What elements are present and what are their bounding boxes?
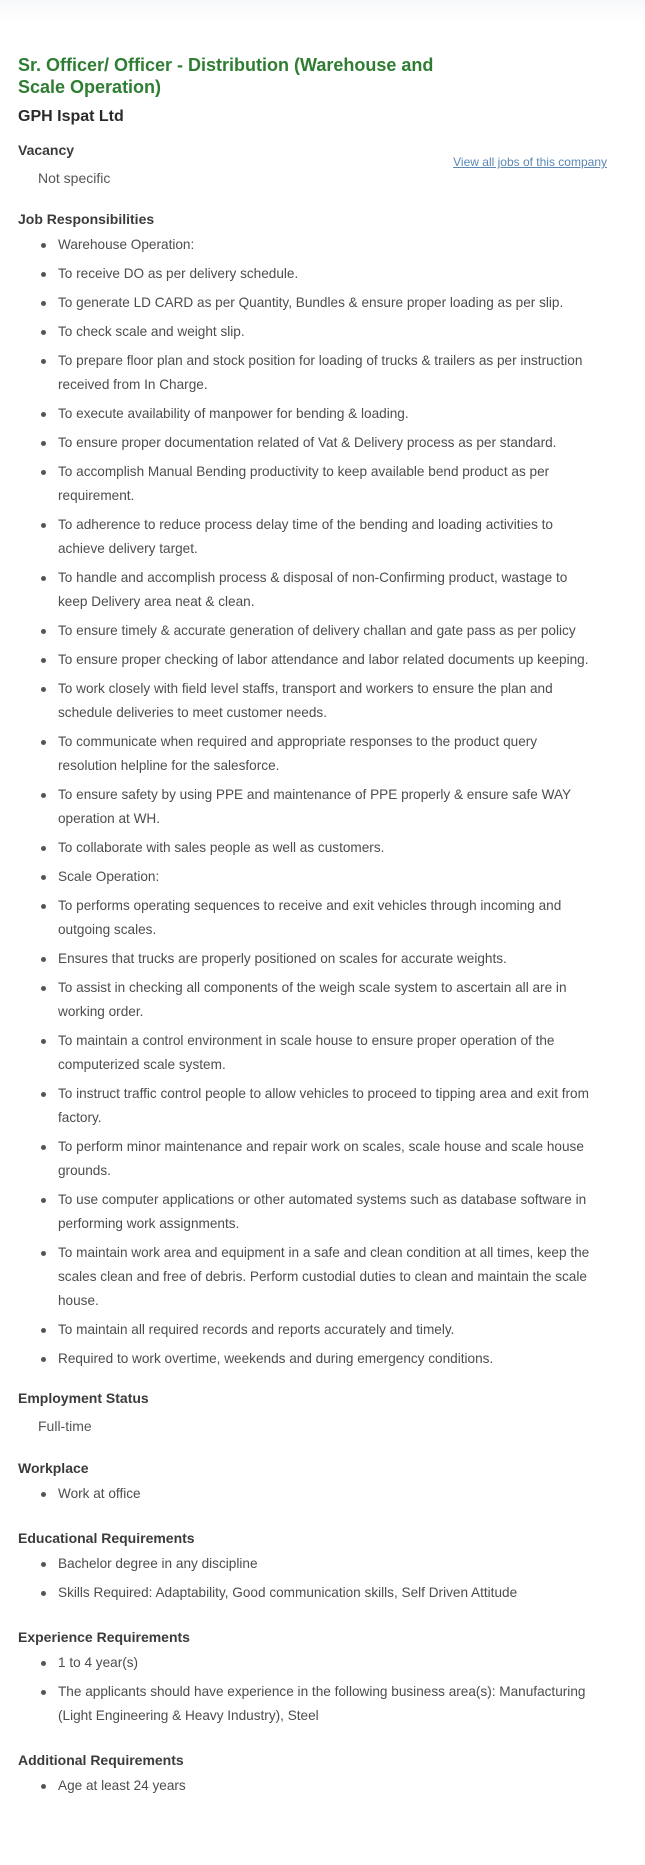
employment-status-value: Full-time bbox=[38, 1418, 92, 1434]
list-item: To maintain all required records and reports accurately and timely. bbox=[58, 1318, 627, 1342]
list-item: To execute availability of manpower for bending & loading. bbox=[58, 402, 627, 426]
list-item: 1 to 4 year(s) bbox=[58, 1651, 627, 1675]
job-details bbox=[0, 24, 645, 1798]
view-all-jobs-link[interactable]: View all jobs of this company bbox=[453, 155, 607, 169]
list-item: Skills Required: Adaptability, Good communication skills, Self Driven Attitude bbox=[58, 1581, 627, 1605]
list-item: To maintain a control environment in scale house to ensure proper operation of the computerized scale system. bbox=[58, 1029, 627, 1077]
list-item: To assist in checking all components of the weigh scale system to ascertain all are in working order. bbox=[58, 976, 627, 1024]
list-item: To ensure safety by using PPE and maintenance of PPE properly & ensure safe WAY operation at WH. bbox=[58, 783, 627, 831]
list-item: To ensure timely & accurate generation of delivery challan and gate pass as per policy bbox=[58, 619, 627, 643]
list-item: To communicate when required and appropriate responses to the product query resolution helpline for the salesforce. bbox=[58, 730, 627, 778]
list-item: Required to work overtime, weekends and during emergency conditions. bbox=[58, 1347, 627, 1371]
responsibilities-section bbox=[18, 209, 627, 1371]
list-item: Work at office bbox=[58, 1482, 627, 1506]
list-item: To check scale and weight slip. bbox=[58, 320, 627, 344]
experience-section bbox=[18, 1627, 627, 1728]
top-bar bbox=[0, 0, 645, 24]
list-item: To receive DO as per delivery schedule. bbox=[58, 262, 627, 286]
list-item: Warehouse Operation: bbox=[58, 233, 627, 257]
list-item: To instruct traffic control people to allow vehicles to proceed to tipping area and exit from factory. bbox=[58, 1082, 627, 1130]
employment-status-heading: Employment Status bbox=[18, 1390, 149, 1406]
additional-requirements-list bbox=[18, 1774, 627, 1798]
list-item: To use computer applications or other automated systems such as database software in performing work assignments. bbox=[58, 1188, 627, 1236]
list-item: To ensure proper documentation related of Vat & Delivery process as per standard. bbox=[58, 431, 627, 455]
education-list bbox=[18, 1552, 627, 1605]
workplace-heading: Workplace bbox=[18, 1460, 89, 1476]
list-item: Bachelor degree in any discipline bbox=[58, 1552, 627, 1576]
vacancy-heading: Vacancy bbox=[18, 142, 75, 158]
list-item: To collaborate with sales people as well as customers. bbox=[58, 836, 627, 860]
list-item: To generate LD CARD as per Quantity, Bundles & ensure proper loading as per slip. bbox=[58, 291, 627, 315]
list-item: Scale Operation: bbox=[58, 865, 627, 889]
workplace-list bbox=[18, 1482, 627, 1506]
list-item: The applicants should have experience in the following business area(s): Manufacturing (Light Engineering & Heavy Industry), Steel bbox=[58, 1680, 627, 1728]
responsibilities-heading: Job Responsibilities bbox=[18, 211, 155, 227]
list-item: To maintain work area and equipment in a safe and clean condition at all times, keep the scales clean and free of debris. Perform custodial duties to clean and maintain the scale house. bbox=[58, 1241, 627, 1313]
list-item: To performs operating sequences to receive and exit vehicles through incoming and outgoing scales. bbox=[58, 894, 627, 942]
list-item: To prepare floor plan and stock position for loading of trucks & trailers as per instruction received from In Charge. bbox=[58, 349, 627, 397]
vacancy-value: Not specific bbox=[38, 170, 111, 186]
list-item: To accomplish Manual Bending productivity to keep available bend product as per requirement. bbox=[58, 460, 627, 508]
experience-list bbox=[18, 1651, 627, 1728]
education-heading: Educational Requirements bbox=[18, 1530, 195, 1546]
job-title: Sr. Officer/ Officer - Distribution (Warehouse and Scale Operation) bbox=[18, 55, 434, 97]
employment-status-section bbox=[18, 1388, 627, 1436]
education-section bbox=[18, 1528, 627, 1605]
list-item: To ensure proper checking of labor attendance and labor related documents up keeping. bbox=[58, 648, 627, 672]
list-item: To perform minor maintenance and repair work on scales, scale house and scale house grounds. bbox=[58, 1135, 627, 1183]
company-name[interactable]: GPH Ispat Ltd bbox=[18, 108, 124, 125]
list-item: Age at least 24 years bbox=[58, 1774, 627, 1798]
additional-requirements-section bbox=[18, 1750, 627, 1798]
experience-heading: Experience Requirements bbox=[18, 1629, 190, 1645]
list-item: To work closely with field level staffs, transport and workers to ensure the plan and schedule deliveries to meet customer needs. bbox=[58, 677, 627, 725]
list-item: To adherence to reduce process delay time of the bending and loading activities to achieve delivery target. bbox=[58, 513, 627, 561]
responsibilities-list bbox=[18, 233, 627, 1371]
additional-requirements-heading: Additional Requirements bbox=[18, 1752, 184, 1768]
workplace-section bbox=[18, 1458, 627, 1506]
list-item: Ensures that trucks are properly positioned on scales for accurate weights. bbox=[58, 947, 627, 971]
list-item: To handle and accomplish process & disposal of non-Confirming product, wastage to keep Delivery area neat & clean. bbox=[58, 566, 627, 614]
